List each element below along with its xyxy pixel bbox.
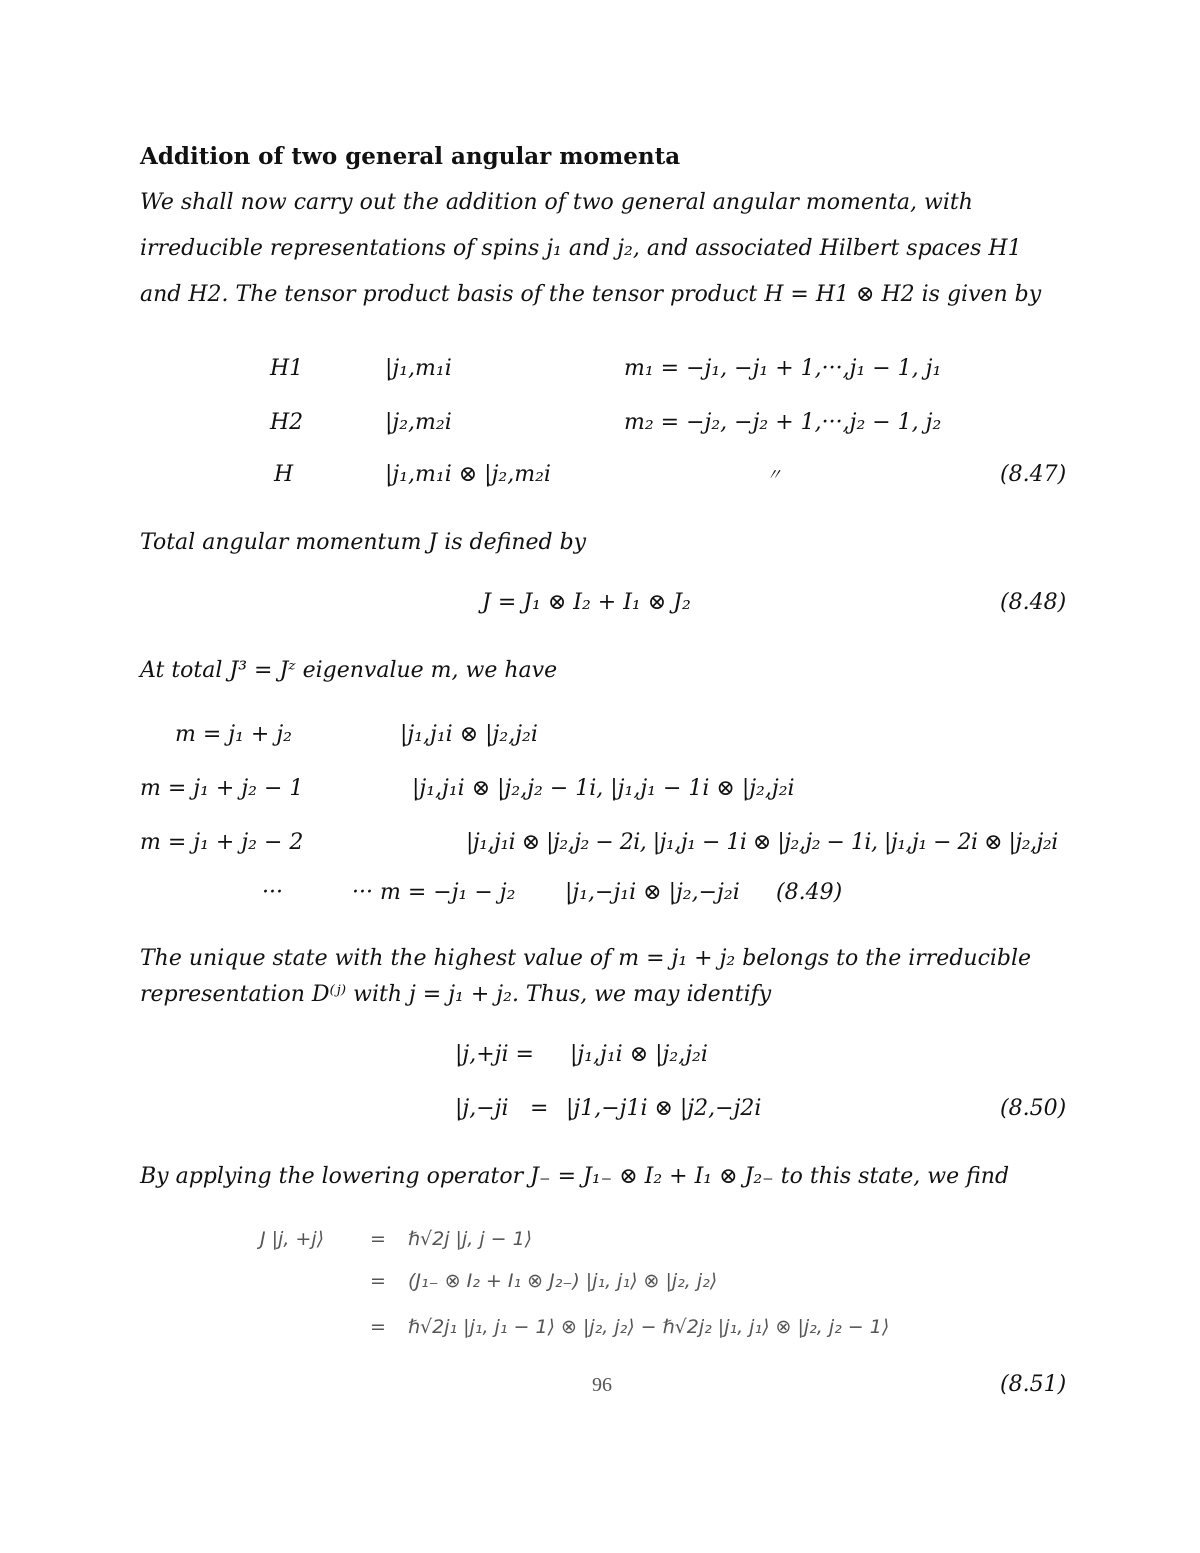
m-states: |j₁,j₁i ⊗ |j₂,j₂i <box>400 722 538 747</box>
equation-formula: J = J₁ ⊗ I₂ + I₁ ⊗ J₂ <box>482 590 691 615</box>
intro-line: We shall now carry out the addition of two general angular momenta, with <box>140 190 973 215</box>
text-line: The unique state with the highest value of m = j₁ + j₂ belongs to the irreducible <box>140 946 1032 971</box>
m-states: |j₁,−j₁i ⊗ |j₂,−j₂i <box>565 880 740 905</box>
text-line: By applying the lowering operator J₋ = J₁₋ ⊗ I₂ + I₁ ⊗ J₂₋ to this state, we find <box>140 1164 1010 1189</box>
m-value: m = j₁ + j₂ − 2 <box>140 830 304 855</box>
equation-lhs: J |j, +j⟩ <box>260 1228 325 1250</box>
basis-range: m₂ = −j₂, −j₂ + 1,···,j₂ − 1, j₂ <box>624 410 942 435</box>
equation-lhs: |j,+ji = <box>455 1042 534 1067</box>
equals-sign: = <box>370 1228 386 1250</box>
section-heading: Addition of two general angular momenta <box>140 143 681 170</box>
basis-state: |j₁,m₁i <box>385 356 452 381</box>
equation-rhs: (J₁₋ ⊗ I₂ + I₁ ⊗ J₂₋) |j₁, j₁⟩ ⊗ |j₂, j₂⟩ <box>408 1270 718 1292</box>
page-number: 96 <box>592 1374 612 1396</box>
basis-state: |j₂,m₂i <box>385 410 452 435</box>
m-value: m = j₁ + j₂ <box>175 722 292 747</box>
equation-number: (8.49) <box>776 880 843 905</box>
equation-number: (8.51) <box>1000 1372 1067 1397</box>
text-line: representation D⁽ʲ⁾ with j = j₁ + j₂. Thus, we may identify <box>140 982 772 1007</box>
equation-rhs: ℏ√2j |j, j − 1⟩ <box>408 1228 533 1250</box>
basis-space: H1 <box>270 356 304 381</box>
equation-number: (8.50) <box>1000 1096 1067 1121</box>
basis-range: m₁ = −j₁, −j₁ + 1,···,j₁ − 1, j₁ <box>624 356 942 381</box>
ditto-mark: 〃 <box>766 465 783 484</box>
equals-sign: = <box>530 1096 549 1121</box>
text-line: At total J³ = Jᶻ eigenvalue m, we have <box>140 658 558 683</box>
intro-line: irreducible representations of spins j₁ and j₂, and associated Hilbert spaces H1 <box>140 236 1022 261</box>
equation-rhs: |j₁,j₁i ⊗ |j₂,j₂i <box>570 1042 708 1067</box>
basis-state: |j₁,m₁i ⊗ |j₂,m₂i <box>385 462 551 487</box>
text-line: Total angular momentum J is defined by <box>140 530 587 555</box>
equation-rhs: |j1,−j1i ⊗ |j2,−j2i <box>566 1096 762 1121</box>
equation-number: (8.48) <box>1000 590 1067 615</box>
intro-line: and H2. The tensor product basis of the tensor product H = H1 ⊗ H2 is given by <box>140 282 1042 307</box>
equals-sign: = <box>370 1270 386 1292</box>
m-value: m = j₁ + j₂ − 1 <box>140 776 304 801</box>
ellipsis: ··· <box>262 880 283 905</box>
equation-rhs: ℏ√2j₁ |j₁, j₁ − 1⟩ ⊗ |j₂, j₂⟩ − ℏ√2j₂ |j₁, j₁⟩ ⊗ |j₂, j₂ − 1⟩ <box>408 1316 890 1338</box>
intro-paragraph <box>140 180 1060 318</box>
m-states: |j₁,j₁i ⊗ |j₂,j₂ − 1i, |j₁,j₁ − 1i ⊗ |j₂,j₂i <box>412 776 795 801</box>
equation-number: (8.47) <box>1000 462 1067 487</box>
m-value: ··· m = −j₁ − j₂ <box>352 880 516 905</box>
basis-space: H <box>274 462 294 487</box>
equation-lhs: |j,−ji <box>455 1096 509 1121</box>
basis-space: H2 <box>270 410 304 435</box>
m-states: |j₁,j₁i ⊗ |j₂,j₂ − 2i, |j₁,j₁ − 1i ⊗ |j₂,j₂ − 1i, |j₁,j₁ − 2i ⊗ |j₂,j₂i <box>466 830 1058 855</box>
equals-sign: = <box>370 1316 386 1338</box>
